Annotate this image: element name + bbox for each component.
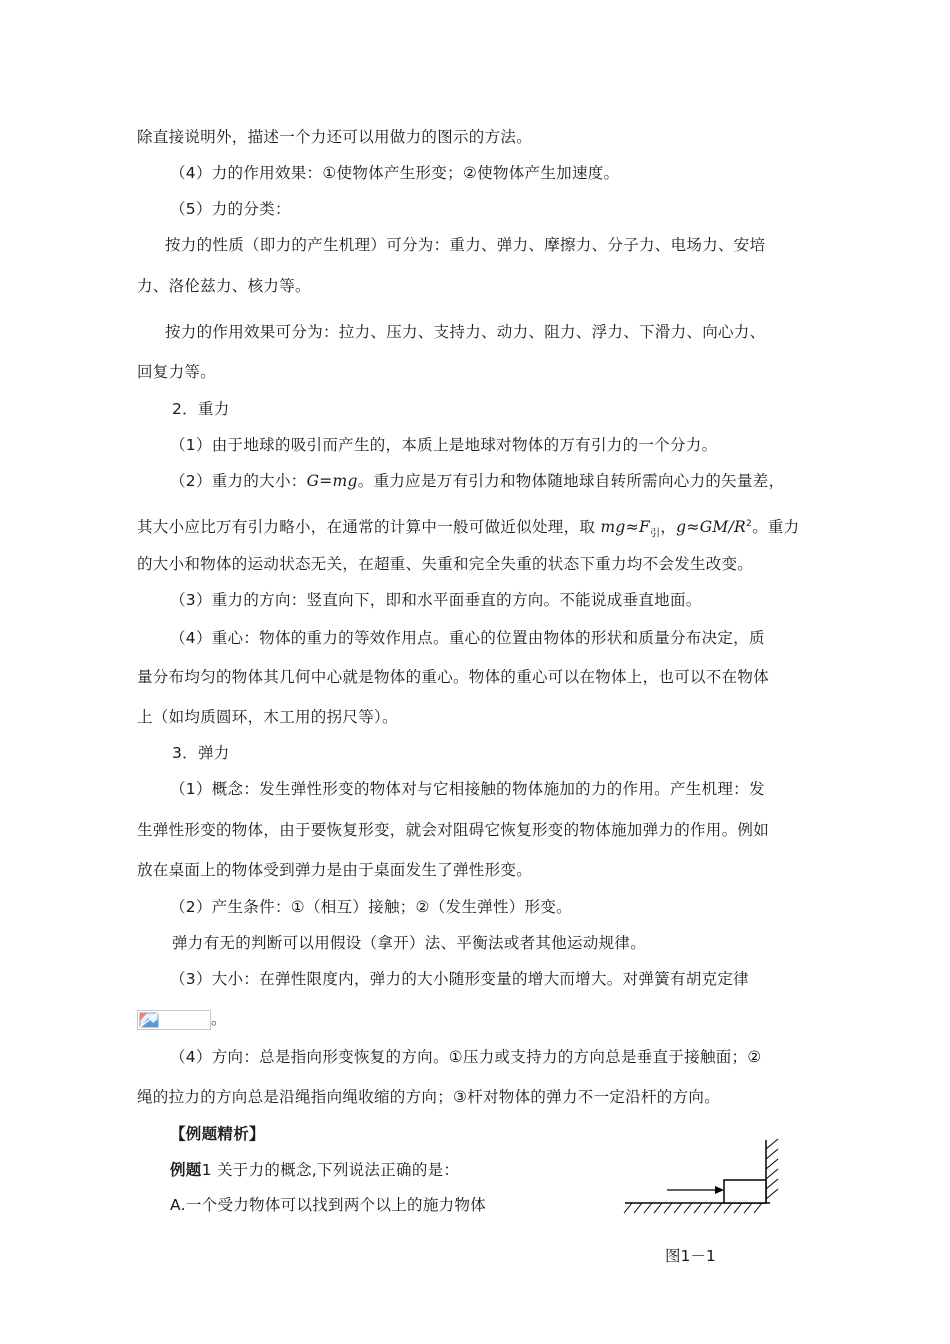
formula: GM/R xyxy=(699,518,747,537)
section-heading: 3．弹力 xyxy=(172,744,230,762)
paragraph-line: 按力的性质（即力的产生机理）可分为：重力、弹力、摩擦力、分子力、电场力、安培 xyxy=(165,236,766,254)
paragraph-line: 绳的拉力的方向总是沿绳指向绳收缩的方向；③杆对物体的弹力不一定沿杆的方向。 xyxy=(137,1088,720,1106)
paragraph-line: 放在桌面上的物体受到弹力是由于桌面发生了弹性形变。 xyxy=(137,861,533,879)
paragraph-line: （3）大小：在弹性限度内，弹力的大小随形变量的增大而增大。对弹簧有胡克定律 xyxy=(170,970,749,988)
paragraph-line: 量分布均匀的物体其几何中心就是物体的重心。物体的重心可以在物体上，也可以不在物体 xyxy=(137,668,770,686)
paragraph-line: （5）力的分类： xyxy=(170,200,291,218)
broken-image-icon xyxy=(137,1010,211,1030)
superscript: 2 xyxy=(746,519,753,529)
answer-option: A.一个受力物体可以找到两个以上的施力物体 xyxy=(170,1196,487,1214)
paragraph-line: （4）重心：物体的重力的等效作用点。重心的位置由物体的形状和质量分布决定，质 xyxy=(170,629,765,647)
paragraph-line xyxy=(137,514,799,544)
paragraph-line: 生弹性形变的物体，由于要恢复形变，就会对阻碍它恢复形变的物体施加弹力的作用。例如 xyxy=(137,821,770,839)
paragraph-line: （3）重力的方向：竖直向下，即和水平面垂直的方向。不能说成垂直地面。 xyxy=(170,591,702,609)
section-heading: 2．重力 xyxy=(172,400,230,418)
text-run: ≈ xyxy=(686,518,700,537)
wall-hatching xyxy=(766,1139,778,1199)
paragraph-line: （1）概念：发生弹性形变的物体对与它相接触的物体施加的力的作用。产生机理：发 xyxy=(170,780,765,798)
paragraph-line: 弹力有无的判断可以用假设（拿开）法、平衡法或者其他运动规律。 xyxy=(172,934,647,952)
paragraph-line: 除直接说明外，描述一个力还可以用做力的图示的方法。 xyxy=(137,128,533,146)
paragraph-line: （2）产生条件：①（相互）接触；②（发生弹性）形变。 xyxy=(170,898,572,916)
paragraph-line: 回复力等。 xyxy=(137,363,217,381)
paragraph-line: 力、洛伦兹力、核力等。 xyxy=(137,277,311,295)
text-run: 。重力应是万有引力和物体随地球自转所需向心力的矢量差， xyxy=(357,472,785,490)
paragraph-line: 上（如均质圆环，木工用的拐尺等）。 xyxy=(137,708,398,726)
text-run: 1 关于力的概念,下列说法正确的是： xyxy=(201,1161,460,1179)
paragraph-line: （4）力的作用效果：①使物体产生形变；②使物体产生加速度。 xyxy=(170,164,620,182)
section-heading: 【例题精析】 xyxy=(170,1125,265,1143)
formula: F xyxy=(638,518,651,537)
question-line xyxy=(170,1160,459,1180)
question-label: 例题 xyxy=(170,1161,202,1179)
text-run: 。重力 xyxy=(752,518,800,537)
paragraph-line: （1）由于地球的吸引而产生的，本质上是地球对物体的万有引力的一个分力。 xyxy=(170,436,718,454)
formula: g xyxy=(676,518,687,537)
text-run: 。 xyxy=(211,1010,227,1028)
block-wall-figure xyxy=(620,1135,790,1220)
text-run: ≈ xyxy=(625,518,639,537)
paragraph-line xyxy=(170,471,784,491)
figure-caption: 图1－1 xyxy=(665,1247,716,1265)
block xyxy=(724,1180,766,1203)
paragraph-line: （4）方向：总是指向形变恢复的方向。①压力或支持力的方向总是垂直于接触面；② xyxy=(170,1048,762,1066)
text-run: 其大小应比万有引力略小，在通常的计算中一般可做近似处理，取 xyxy=(137,518,601,537)
subscript: 引 xyxy=(650,528,661,540)
text-run: ， xyxy=(660,518,677,537)
text-run: （2）重力的大小： xyxy=(170,472,307,490)
paragraph-line: 的大小和物体的运动状态无关，在超重、失重和完全失重的状态下重力均不会发生改变。 xyxy=(137,555,754,573)
paragraph-line xyxy=(137,1009,227,1030)
formula: G=mg xyxy=(306,472,358,490)
arrow-head xyxy=(715,1186,724,1194)
floor-hatching xyxy=(624,1203,762,1213)
formula: mg xyxy=(600,518,626,537)
paragraph-line: 按力的作用效果可分为：拉力、压力、支持力、动力、阻力、浮力、下滑力、向心力、 xyxy=(165,323,766,341)
